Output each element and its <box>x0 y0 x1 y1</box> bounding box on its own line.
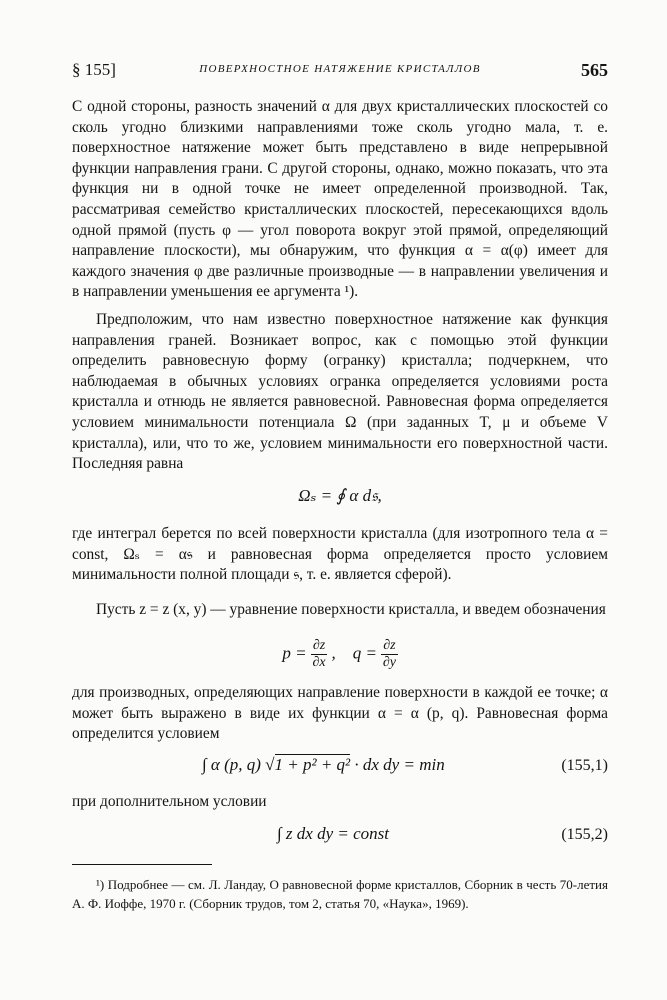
p-denominator: ∂x <box>312 655 326 670</box>
footnote <box>72 876 608 913</box>
footnote-text: ¹) Подробнее — см. Л. Ландау, О равновесной форме кристаллов, Сборник в честь 70-летия А. Ф. Иоффе, 1970 г. (Сборник трудов, том 2, статья 70, «Наука», 1969). <box>72 877 608 911</box>
paragraph-2-text: Предположим, что нам известно поверхностное натяжение как функция направления граней. Возникает вопрос, как с помощью этой функции определить равновесную форму (огранку) кристалла; подчеркнем, что наблюдаемая в обычных условиях огранка определяется условиями роста кристалла и отнюдь не является равновесной. Равновесная форма определяется условием минимальности потенциала Ω (при заданных T, μ и объеме V кристалла), или, что то же, условием минимальности его поверхностной части. Последняя равна <box>72 311 608 473</box>
equation-155-2-expression: ∫ z dx dy = const <box>277 824 389 843</box>
paragraph-2 <box>72 310 608 475</box>
equation-155-1 <box>72 755 608 785</box>
paragraph-6 <box>72 792 608 813</box>
formula-omega-s: Ωₛ = ∮ α d𝔰, <box>298 486 382 505</box>
paragraph-1 <box>72 97 608 303</box>
q-denominator: ∂y <box>382 655 396 670</box>
p-lhs: p = <box>282 643 307 663</box>
surface-potential-formula <box>72 486 608 516</box>
paragraph-3-text: где интеграл берется по всей поверхности кристалла (для изотропного тела α = const, Ωₛ = α𝔰 и равновесная форма определяется просто условием минимальности полной площади 𝔰, т. е. является сферой). <box>72 525 608 584</box>
p-fraction <box>311 638 327 671</box>
paragraph-3 <box>72 524 608 586</box>
p-numerator: ∂z <box>312 638 326 653</box>
section-number: § 155] <box>72 60 116 79</box>
page-number: 565 <box>581 60 608 80</box>
eq1-right: · dx dy = min <box>354 755 445 774</box>
chapter-title: ПОВЕРХНОСТНОЕ НАТЯЖЕНИЕ КРИСТАЛЛОВ <box>199 63 481 75</box>
equation-155-1-number: (155,1) <box>561 757 608 774</box>
paragraph-6-text: при дополнительном условии <box>72 793 267 810</box>
paragraph-5 <box>72 683 608 745</box>
equation-155-2 <box>72 824 608 854</box>
footnote-rule <box>72 864 212 865</box>
paragraph-4-text: Пусть z = z (x, y) — уравнение поверхности кристалла, и введем обозначения <box>96 601 606 618</box>
q-lhs: q = <box>352 643 377 663</box>
equation-155-1-expression <box>202 755 445 775</box>
paragraph-4 <box>72 600 608 621</box>
separator: , <box>331 643 336 663</box>
sqrt-sign: √ <box>265 755 275 774</box>
paragraph-5-text: для производных, определяющих направление поверхности в каждой ее точке; α может быть выражено в виде их функции α = α (p, q). Равновесная форма определится условием <box>72 684 608 743</box>
q-numerator: ∂z <box>383 638 396 653</box>
derivative-notation <box>72 638 608 678</box>
paragraph-1-text: С одной стороны, разность значений α для двух кристаллических плоскостей со сколь угодно близкими направлениями тоже сколь угодно мала, т. е. поверхностное натяжение может быть представлено в виде непрерывной функции направления грани. С другой стороны, однако, можно показать, что эта функция ни в одной точке не имеет определенной производной. Так, рассматривая семейство кристаллических плоскостей, пересекающихся вдоль одной прямой (пусть φ — угол поворота вокруг этой прямой, определяющий направление плоскости), мы обнаружим, что функция α = α(φ) имеет для каждого значения φ две различные производные — в направлении увеличения и в направлении уменьшения ее аргумента ¹). <box>72 98 608 301</box>
equation-155-2-number: (155,2) <box>561 826 608 843</box>
eq1-radicand: 1 + p² + q² <box>274 755 351 774</box>
q-fraction <box>381 638 397 671</box>
eq1-left: ∫ α (p, q) <box>202 755 261 774</box>
running-header <box>72 60 608 84</box>
